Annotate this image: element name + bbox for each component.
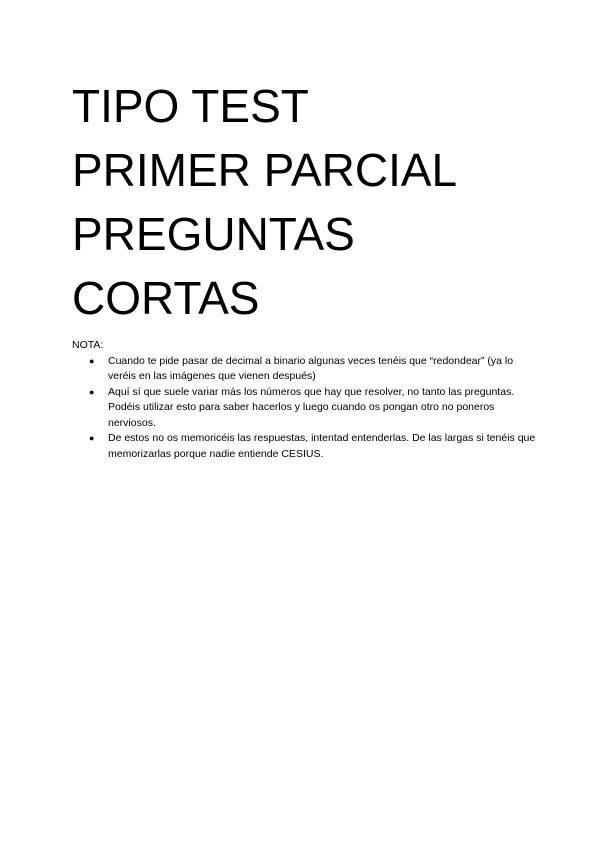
bullet-icon: ●	[89, 355, 95, 366]
document-title	[72, 74, 572, 330]
title-line-1: TIPO TEST	[72, 80, 309, 132]
note-section	[72, 338, 542, 462]
list-item	[72, 385, 542, 432]
bullet-icon: ●	[89, 433, 95, 443]
title-line-2: PRIMER PARCIAL	[72, 144, 458, 196]
list-item	[72, 431, 542, 462]
list-item	[72, 354, 542, 385]
note-label: NOTA:	[72, 339, 104, 351]
list-item-text: Aquí sí que suele variar más los números que hay que resolver, no tanto las preguntas. Podéis utilizar esto para saber hacerlos y luego cuando os pongan otro no poneros nerviosos.	[108, 385, 515, 429]
bullet-icon: ●	[89, 386, 95, 397]
list-item-text: De estos no os memoricéis las respuestas, intentad entenderlas. De las largas si tenéis que memorizarlas porque nadie entiende CESIUS.	[108, 432, 536, 460]
note-list	[72, 354, 542, 463]
list-item-text: Cuando te pide pasar de decimal a binario algunas veces tenéis que “redondear” (ya lo veréis en las imágenes que vienen después)	[108, 354, 514, 382]
title-line-4: CORTAS	[72, 272, 260, 324]
title-line-3: PREGUNTAS	[72, 208, 355, 260]
